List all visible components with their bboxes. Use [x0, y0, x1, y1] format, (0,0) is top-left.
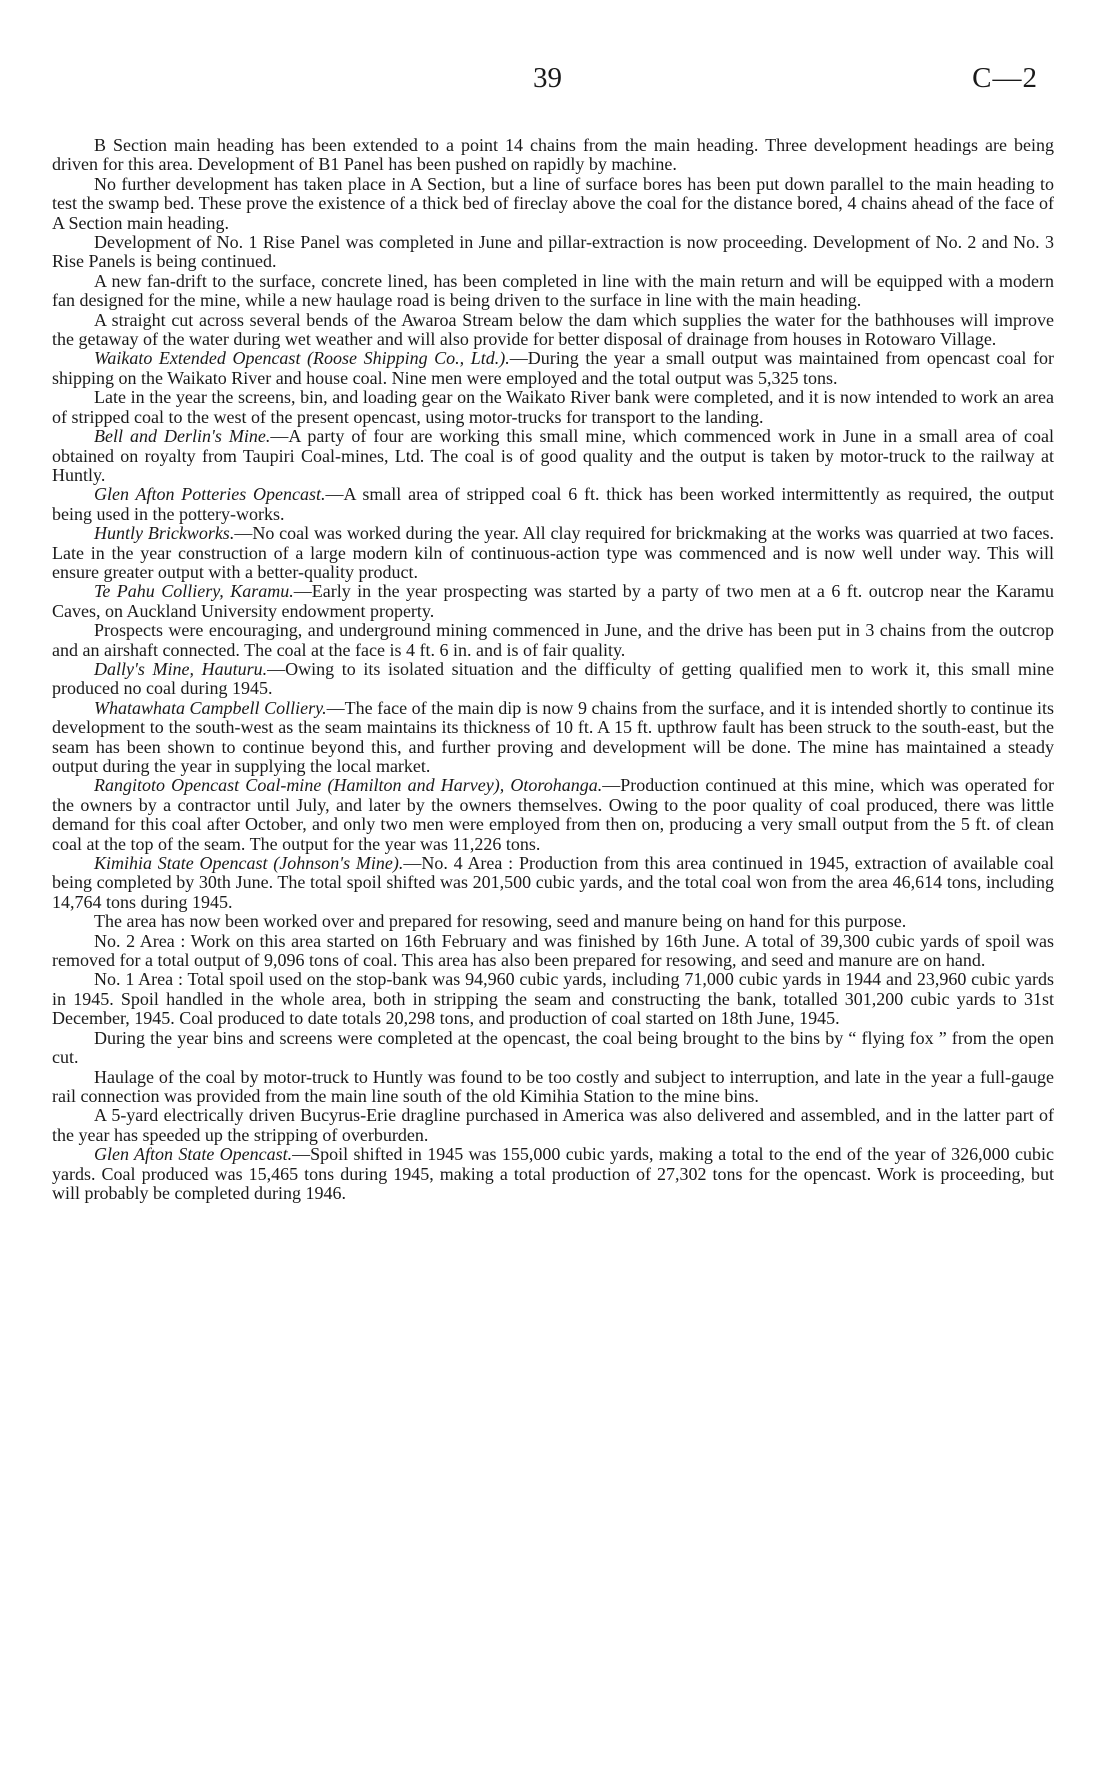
paragraph-huntly-brickworks: Huntly Brickworks.—No coal was worked during the year. All clay required for brickmaking at the works was quarried at two faces. Late in the year construction of a large modern kiln of continuous-action type was commenced and is now well under way. This will ensure greater output with a better-quality product. [52, 523, 1055, 582]
paragraph-fan-drift: A new fan-drift to the surface, concrete lined, has been completed in line with the main return and will be equipped with a modern fan designed for the mine, while a new haulage road is being driven to the surface in line with the main heading. [52, 270, 1054, 311]
paragraph-awaroa-stream: A straight cut across several bends of the Awaroa Stream below the dam which supplies the water for the bathhouses will improve the getaway of the water during wet weather and will also provide for better disposal of drainage from houses in Rotowaro Village. [52, 309, 1054, 350]
paragraph-te-pahu-prospects: Prospects were encouraging, and underground mining commenced in June, and the drive has been put in 3 chains from the outcrop and an airshaft connected. The coal at the face is 4 ft. 6 in. and is of fair quality. [52, 620, 1054, 660]
section-heading: Glen Afton Potteries Opencast. [94, 484, 326, 505]
paragraph-waikato-screens: Late in the year the screens, bin, and loading gear on the Waikato River bank were completed, and it is now intended to work an area of stripped coal to the west of the present opencast, using motor-trucks for transport to the landing. [52, 387, 1054, 427]
report-body [52, 136, 1054, 1203]
paragraph-whatawhata: Whatawhata Campbell Colliery.—The face of the main dip is now 9 chains from the surface, and it is intended shortly to continue its development to the south-west as the seam maintains its thickness of 10 ft. A 15 ft. upthrow fault has been struck to the south-east, but the seam has been shown to continue beyond this, and further proving and development will be done. The mine has maintained a steady output during the year in supplying the local market. [52, 697, 1054, 776]
paragraph-kimihia-resowing: The area has now been worked over and prepared for resowing, seed and manure being on hand for this purpose. [94, 911, 907, 932]
section-heading: Glen Afton State Opencast. [94, 1144, 293, 1165]
section-heading: Waikato Extended Opencast (Roose Shipping Co., Ltd.). [94, 348, 510, 369]
paragraph-bins-screens: During the year bins and screens were completed at the opencast, the coal being brought to the bins by “ flying fox ” from the open cut. [52, 1027, 1054, 1068]
paragraph-waikato-extended: Waikato Extended Opencast (Roose Shipping Co., Ltd.).—During the year a small output was maintained from opencast coal for shipping on the Waikato River and house coal. Nine men were employed and the total output was 5,325 tons. [52, 348, 1054, 388]
page-header [0, 62, 1114, 102]
section-heading: Huntly Brickworks. [94, 523, 235, 544]
section-heading: Bell and Derlin's Mine. [94, 426, 271, 447]
paragraph-glen-afton-potteries: Glen Afton Potteries Opencast.—A small area of stripped coal 6 ft. thick has been worked intermittently as required, the output being used in the pottery-works. [52, 484, 1054, 524]
paragraph-b-section: B Section main heading has been extended to a point 14 chains from the main heading. Three development headings are being driven for this area. Development of B1 Panel has been pushed on rapidly by machine. [52, 135, 1054, 175]
paper-reference: C—2 [972, 62, 1038, 94]
section-heading: Te Pahu Colliery, Karamu. [94, 581, 294, 602]
paragraph-rise-panels: Development of No. 1 Rise Panel was completed in June and pillar-extraction is now proceeding. Development of No. 2 and No. 3 Rise Panels is being continued. [52, 232, 1054, 272]
paragraph-te-pahu: Te Pahu Colliery, Karamu.—Early in the year prospecting was started by a party of two men at a 6 ft. outcrop near the Karamu Caves, on Auckland University endowment property. [52, 581, 1055, 621]
page-number: 39 [533, 62, 562, 94]
section-heading: Whatawhata Campbell Colliery. [94, 697, 327, 718]
section-heading: Rangitoto Opencast Coal-mine (Hamilton and Harvey), Otorohanga. [94, 775, 603, 796]
paragraph-kimihia-area-1: No. 1 Area : Total spoil used on the stop-bank was 94,960 cubic yards, including 71,000 cubic yards in 1944 and 23,960 cubic yards in 1945. Spoil handled in the whole area, both in stripping the seam and constructing the bank, totalled 301,200 cubic yards to 31st December, 1945. Coal produced to date totals 20,298 tons, and production of coal started on 18th June, 1945. [52, 969, 1054, 1029]
paragraph-kimihia: Kimihia State Opencast (Johnson's Mine).—No. 4 Area : Production from this area continued in 1945, extraction of available coal being completed by 30th June. The total spoil shifted was 201,500 cubic yards, and the total coal won from the area 46,614 tons, including 14,764 tons during 1945. [52, 853, 1054, 912]
paragraph-rangitoto: Rangitoto Opencast Coal-mine (Hamilton and Harvey), Otorohanga.—Production continued at this mine, which was operated for the owners by a contractor until July, and later by the owners themselves. Owing to the poor quality of coal produced, there was little demand for this coal after October, and only two men were employed from then on, producing a very small output from the 5 ft. of clean coal at the top of the seam. The output for the year was 11,226 tons. [52, 775, 1054, 854]
paragraph-glen-afton-state: Glen Afton State Opencast.—Spoil shifted in 1945 was 155,000 cubic yards, making a total to the end of the year of 326,000 cubic yards. Coal produced was 15,465 tons during 1945, making a total production of 27,302 tons for the opencast. Work is proceeding, but will probably be completed during 1946. [52, 1144, 1054, 1203]
section-heading: Kimihia State Opencast (Johnson's Mine). [94, 853, 404, 874]
section-heading: Dally's Mine, Hauturu. [94, 658, 268, 679]
paragraph-haulage: Haulage of the coal by motor-truck to Huntly was found to be too costly and subject to interruption, and late in the year a full-gauge rail connection was provided from the main line south of the old Kimihia Station to the mine bins. [52, 1066, 1054, 1106]
paragraph-dragline: A 5-yard electrically driven Bucyrus-Erie dragline purchased in America was also delivered and assembled, and in the latter part of the year has speeded up the stripping of overburden. [52, 1105, 1054, 1145]
paragraph-dallys-mine: Dally's Mine, Hauturu.—Owing to its isolated situation and the difficulty of getting qualified men to work it, this small mine produced no coal during 1945. [52, 658, 1054, 699]
paragraph-bell-derlin: Bell and Derlin's Mine.—A party of four are working this small mine, which commenced work in June in a small area of coal obtained on royalty from Taupiri Coal-mines, Ltd. The coal is of good quality and the output is taken by motor-truck to the railway at Huntly. [52, 426, 1054, 485]
paragraph-a-section: No further development has taken place in A Section, but a line of surface bores has been put down parallel to the main heading to test the swamp bed. These prove the existence of a thick bed of fireclay above the coal for the distance bored, 4 chains ahead of the face of A Section main heading. [52, 173, 1054, 233]
paragraph-kimihia-area-2: No. 2 Area : Work on this area started on 16th February and was finished by 16th June. A total of 39,300 cubic yards of spoil was removed for a total output of 9,096 tons of coal. This area has also been prepared for resowing, and seed and manure are on hand. [52, 930, 1054, 971]
